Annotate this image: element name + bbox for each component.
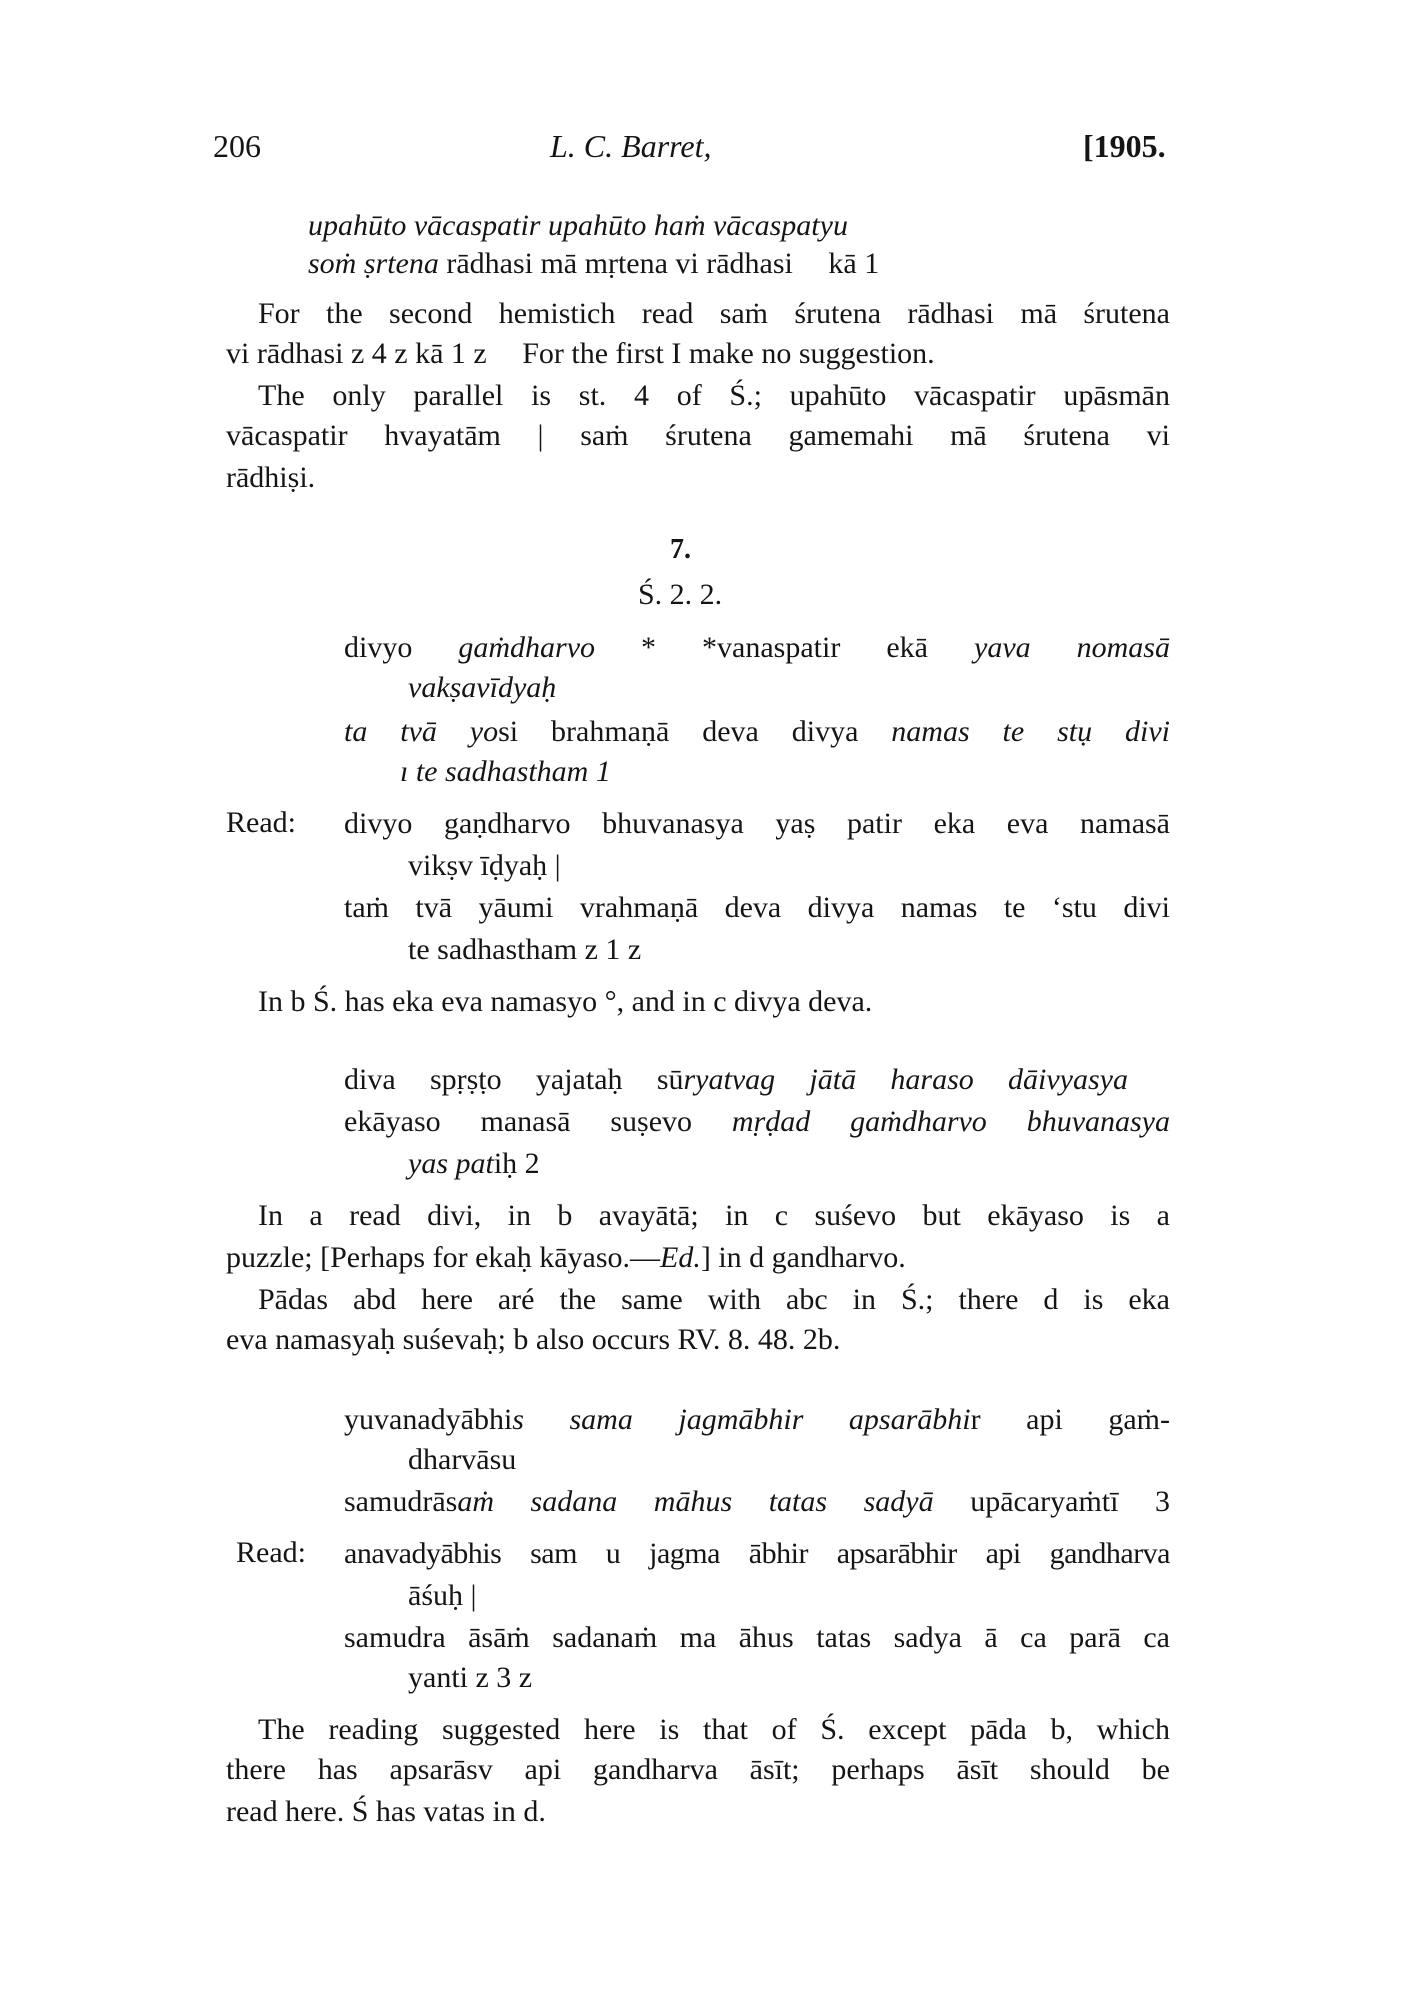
- note-line: eva namasyaḥ suśevaḥ; b also occurs RV. 8. 48. 2b.: [226, 1323, 841, 1356]
- verse-line: anavadyābhis sam u jagma ābhir apsarābhir api gandharva: [344, 1537, 1170, 1570]
- verse-fragment: ta tvā yo: [344, 715, 499, 748]
- verse-line: dharvāsu: [408, 1443, 517, 1476]
- verse-fragment: gaṁdharvo: [458, 631, 596, 664]
- year-label: [1905.: [1083, 128, 1166, 164]
- verse-fragment: r api gaṁ-: [970, 1403, 1170, 1436]
- verse-line: taṁ tvā yāumi vrahmaṇā deva divya namas te ‘stu divi: [344, 891, 1170, 924]
- verse-line: [344, 714, 1170, 750]
- note-line: For the second hemistich read saṁ śrutena rādhasi mā śrutena: [258, 297, 1170, 330]
- verse-line: [344, 1062, 1128, 1098]
- note-line: [226, 1240, 906, 1276]
- page-number: 206: [213, 128, 261, 164]
- note-line: The only parallel is st. 4 of Ś.; upahūto vācaspatir upāsmān: [258, 379, 1170, 412]
- verse-fragment: s sama jagmābhir apsarābhi: [512, 1403, 971, 1436]
- verse-line: [344, 1484, 1170, 1520]
- verse-line: upahūto vācaspatir upahūto haṁ vācaspatyu: [308, 209, 848, 242]
- verse-line: ı te sadhastham 1: [400, 755, 611, 788]
- verse-number: kā 1: [828, 247, 880, 280]
- verse-fragment: rādhasi mā mṛtena vi rādhasi: [446, 247, 793, 280]
- verse-fragment: aṁ sadana māhus tatas sadyā: [457, 1485, 934, 1518]
- verse-line: āśuḥ |: [408, 1579, 477, 1612]
- verse-fragment: samudrās: [344, 1485, 458, 1518]
- note-line: The reading suggested here is that of Ś. except pāda b, which: [258, 1713, 1170, 1746]
- note-line: In b Ś. has eka eva namasyo °, and in c divya deva.: [258, 985, 873, 1018]
- verse-line: vakṣavīdyaḥ: [408, 671, 557, 704]
- verse-line: [344, 630, 1170, 666]
- verse-fragment: soṁ ṣrtena: [308, 247, 439, 280]
- verse-fragment: yas pat: [408, 1147, 494, 1180]
- verse-line: [344, 1104, 1170, 1140]
- verse-fragment: ryatvag jātā haraso dāivyasya: [683, 1063, 1128, 1096]
- verse-fragment: divyo: [344, 631, 413, 664]
- verse-line: divyo gaṇdharvo bhuvanasya yaṣ patir eka eva namasā: [344, 807, 1170, 840]
- section-reference: Ś. 2. 2.: [638, 578, 723, 611]
- note-line: In a read divi, in b avayātā; in c suśevo but ekāyaso is a: [258, 1199, 1170, 1232]
- note-line: rādhiṣi.: [226, 461, 316, 494]
- verse-line: [344, 1402, 1170, 1438]
- read-label: Read:: [226, 806, 296, 839]
- verse-fragment: mṛḍad gaṁdharvo bhuvanasya: [731, 1105, 1170, 1138]
- read-label: Read:: [236, 1536, 306, 1569]
- verse-fragment: yava nomasā: [974, 631, 1170, 664]
- verse-fragment: namas te stụ divi: [891, 715, 1170, 748]
- verse-line: te sadhastham z 1 z: [408, 933, 642, 966]
- note-fragment: puzzle; [Perhaps for ekaḥ kāyaso.—: [226, 1241, 661, 1274]
- verse-line: vikṣv īḍyaḥ |: [408, 849, 561, 882]
- note-line: there has apsarāsv api gandharva āsīt; perhaps āsīt should be: [226, 1753, 1170, 1786]
- section-number: 7.: [670, 534, 691, 565]
- note-line: vācaspatir hvayatām | saṁ śrutena gamemahi mā śrutena vi: [226, 419, 1170, 452]
- verse-line: [308, 246, 879, 282]
- note-line: Pādas abd here aré the same with abc in Ś.; there d is eka: [258, 1283, 1170, 1316]
- verse-fragment: upācaryaṁtī 3: [970, 1485, 1171, 1518]
- verse-fragment: iḥ 2: [493, 1147, 540, 1180]
- note-fragment: Ed.: [660, 1241, 701, 1274]
- running-title: L. C. Barret,: [550, 128, 712, 164]
- verse-line: yanti z 3 z: [408, 1661, 533, 1694]
- note-line: [226, 336, 935, 372]
- verse-fragment: * *vanaspatir ekā: [641, 631, 928, 664]
- note-line: read here. Ś has vatas in d.: [226, 1795, 546, 1828]
- verse-fragment: ekāyaso manasā suṣevo: [344, 1105, 693, 1138]
- verse-line: samudra āsāṁ sadanaṁ ma āhus tatas sadya ā ca parā ca: [344, 1621, 1170, 1654]
- verse-fragment: diva spṛṣṭo yajataḥ sū: [344, 1063, 684, 1096]
- verse-fragment: si brahmaṇā deva divya: [498, 715, 859, 748]
- note-fragment: vi rādhasi z 4 z kā 1 z: [226, 337, 487, 370]
- note-fragment: ] in d gandharvo.: [700, 1241, 906, 1274]
- verse-line: [408, 1146, 540, 1182]
- verse-fragment: yuvanadyābhi: [344, 1403, 513, 1436]
- note-fragment: For the first I make no suggestion.: [522, 337, 935, 370]
